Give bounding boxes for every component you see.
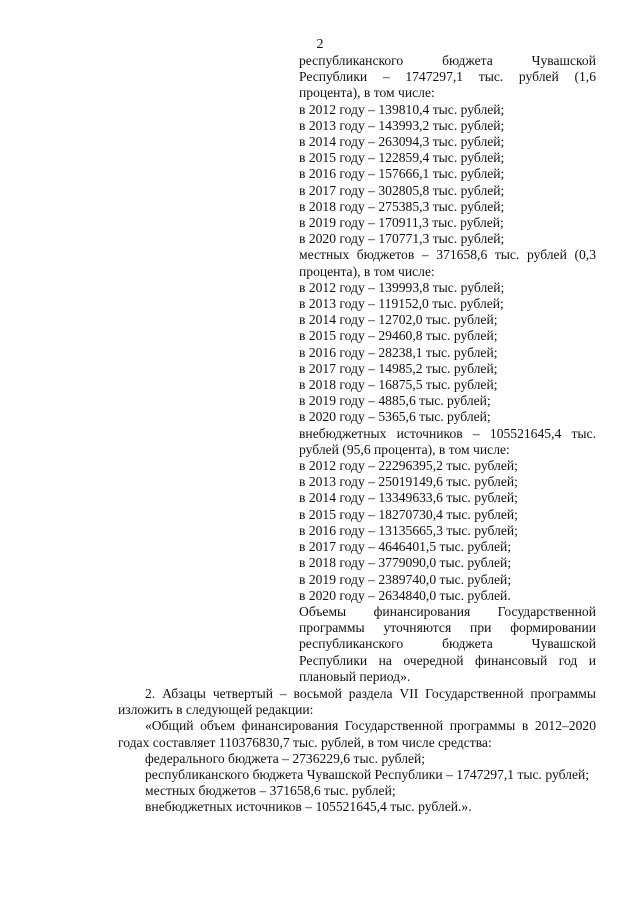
- local-budget-line: местных бюджетов – 371658,6 тыс. рублей;: [145, 783, 396, 799]
- year-line: в 2013 году – 25019149,6 тыс. рублей;: [299, 474, 518, 490]
- year-line: в 2017 году – 14985,2 тыс. рублей;: [299, 360, 498, 376]
- year-line: в 2017 году – 302805,8 тыс. рублей;: [299, 182, 505, 198]
- year-line: в 2020 году – 2634840,0 тыс. рублей.: [299, 587, 511, 603]
- year-line: в 2020 году – 5365,6 тыс. рублей;: [299, 409, 491, 425]
- quote-start-paragraph: «Общий объем финансирования Государственной программы в 2012–2020 годах составляет 110376830,7 тыс. рублей, в том числе средства:: [118, 718, 596, 750]
- year-line: в 2016 году – 13135665,3 тыс. рублей;: [299, 522, 518, 538]
- extra-budget-total: внебюджетных источников – 105521645,4 тыс. рублей (95,6 процента), в том числе:: [299, 425, 596, 457]
- republic-budget-line: республиканского бюджета Чувашской Республики – 1747297,1 тыс. рублей;: [145, 767, 590, 783]
- local-budget-years: [299, 280, 596, 426]
- page-number: 2: [316, 37, 324, 52]
- year-line: в 2020 году – 170771,3 тыс. рублей;: [299, 231, 505, 247]
- year-line: в 2018 году – 3779090,0 тыс. рублей;: [299, 555, 512, 571]
- year-line: в 2015 году – 122859,4 тыс. рублей;: [299, 150, 505, 166]
- year-line: в 2012 году – 22296395,2 тыс. рублей;: [299, 458, 518, 474]
- year-line: в 2013 году – 143993,2 тыс. рублей;: [299, 117, 505, 133]
- year-line: в 2014 году – 13349633,6 тыс. рублей;: [299, 490, 518, 506]
- year-line: в 2012 году – 139993,8 тыс. рублей;: [299, 279, 505, 295]
- main-text: [118, 686, 596, 816]
- year-line: в 2012 году – 139810,4 тыс. рублей;: [299, 101, 505, 117]
- year-line: в 2019 году – 170911,3 тыс. рублей;: [299, 215, 504, 231]
- republic-budget-total: республиканского бюджета Чувашской Республики – 1747297,1 тыс. рублей (1,6 процента), в том числе:: [299, 53, 596, 101]
- extra-budget-line: внебюджетных источников – 105521645,4 тыс. рублей.».: [145, 799, 472, 815]
- year-line: в 2016 году – 28238,1 тыс. рублей;: [299, 344, 498, 360]
- year-line: в 2016 году – 157666,1 тыс. рублей;: [299, 166, 505, 182]
- year-line: в 2014 году – 12702,0 тыс. рублей;: [299, 312, 498, 328]
- funding-right-column: [299, 53, 596, 685]
- local-budget-total: местных бюджетов – 371658,6 тыс. рублей (0,3 процента), в том числе:: [299, 247, 596, 279]
- republic-budget-years: [299, 102, 596, 248]
- extra-budget-years: [299, 458, 596, 604]
- year-line: в 2019 году – 4885,6 тыс. рублей;: [299, 393, 491, 409]
- year-line: в 2018 году – 275385,3 тыс. рублей;: [299, 198, 505, 214]
- year-line: в 2017 году – 4646401,5 тыс. рублей;: [299, 539, 512, 555]
- year-line: в 2015 году – 29460,8 тыс. рублей;: [299, 328, 498, 344]
- year-line: в 2018 году – 16875,5 тыс. рублей;: [299, 377, 498, 393]
- year-line: в 2019 году – 2389740,0 тыс. рублей;: [299, 571, 512, 587]
- item-2-paragraph: 2. Абзацы четвертый – восьмой раздела VII Государственной программы изложить в следующей редакции:: [118, 686, 596, 718]
- year-line: в 2013 году – 119152,0 тыс. рублей;: [299, 296, 504, 312]
- year-line: в 2014 году – 263094,3 тыс. рублей;: [299, 134, 505, 150]
- closing-note: Объемы финансирования Государственной программы уточняются при формировании республиканского бюджета Чувашской Республики на очередной финансовый год и плановый период».: [299, 603, 596, 684]
- federal-budget-line: федерального бюджета – 2736229,6 тыс. рублей;: [145, 750, 426, 766]
- year-line: в 2015 году – 18270730,4 тыс. рублей;: [299, 506, 518, 522]
